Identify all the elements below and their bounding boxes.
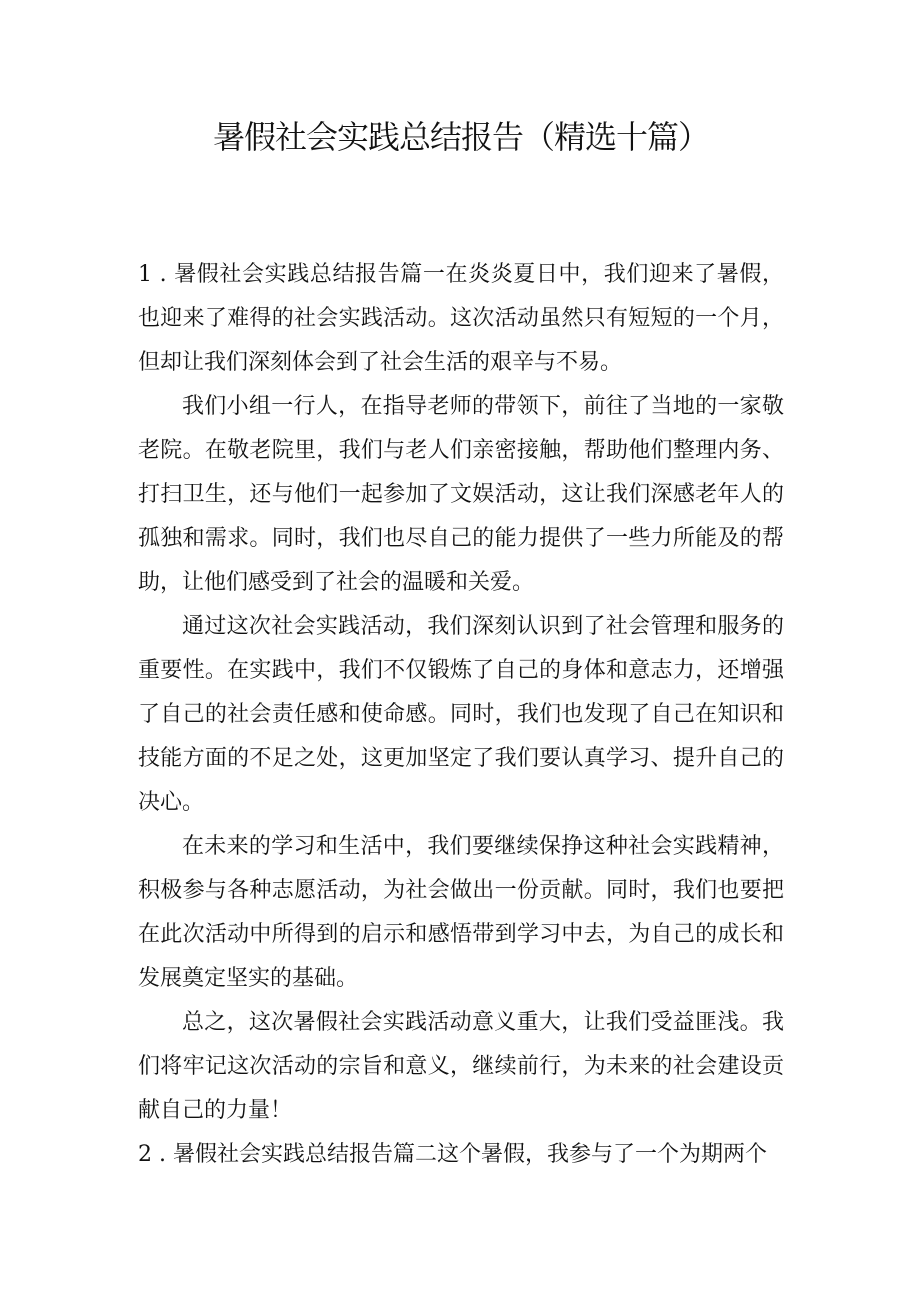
paragraph-2: 我们小组一行人，在指导老师的带领下，前往了当地的一家敬老院。在敬老院里，我们与老人们亲密接触，帮助他们整理内务、打扫卫生，还与他们一起参加了文娱活动，这让我们深感老年人的孤独和需求。同时，我们也尽自己的能力提供了一些力所能及的帮助，让他们感受到了社会的温暖和关爱。	[138, 394, 784, 595]
paragraph-4: 在未来的学习和生活中，我们要继续保挣这种社会实践精神，积极参与各种志愿活动，为社会做出一份贡献。同时，我们也要把在此次活动中所得到的启示和感悟带到学习中去，为自己的成长和发展奠定坚实的基础。	[138, 834, 784, 991]
paragraph-5: 总之，这次暑假社会实践活动意义重大，让我们受益匪浅。我们将牢记这次活动的宗旨和意义，继续前行，为未来的社会建设贡献自己的力量！	[138, 1010, 784, 1123]
paragraph-6: 2 . 暑假社会实践总结报告篇二这个暑假，我参与了一个为期两个	[138, 1142, 767, 1167]
paragraph-3: 通过这次社会实践活动，我们深刻认识到了社会管理和服务的重要性。在实践中，我们不仅锻炼了自己的身体和意志力，还增强了自己的社会责任感和使命感。同时，我们也发现了自己在知识和技能方面的不足之处，这更加坚定了我们要认真学习、提升自己的决心。	[138, 614, 784, 815]
document-title: 暑假社会实践总结报告（精选十篇）	[212, 118, 709, 156]
document-body	[138, 253, 784, 1177]
paragraph-1: 1 . 暑假社会实践总结报告篇一在炎炎夏日中，我们迎来了暑假，也迎来了难得的社会实践活动。这次活动虽然只有短短的一个月，但却让我们深刻体会到了社会生活的艰辛与不易。	[138, 262, 784, 375]
